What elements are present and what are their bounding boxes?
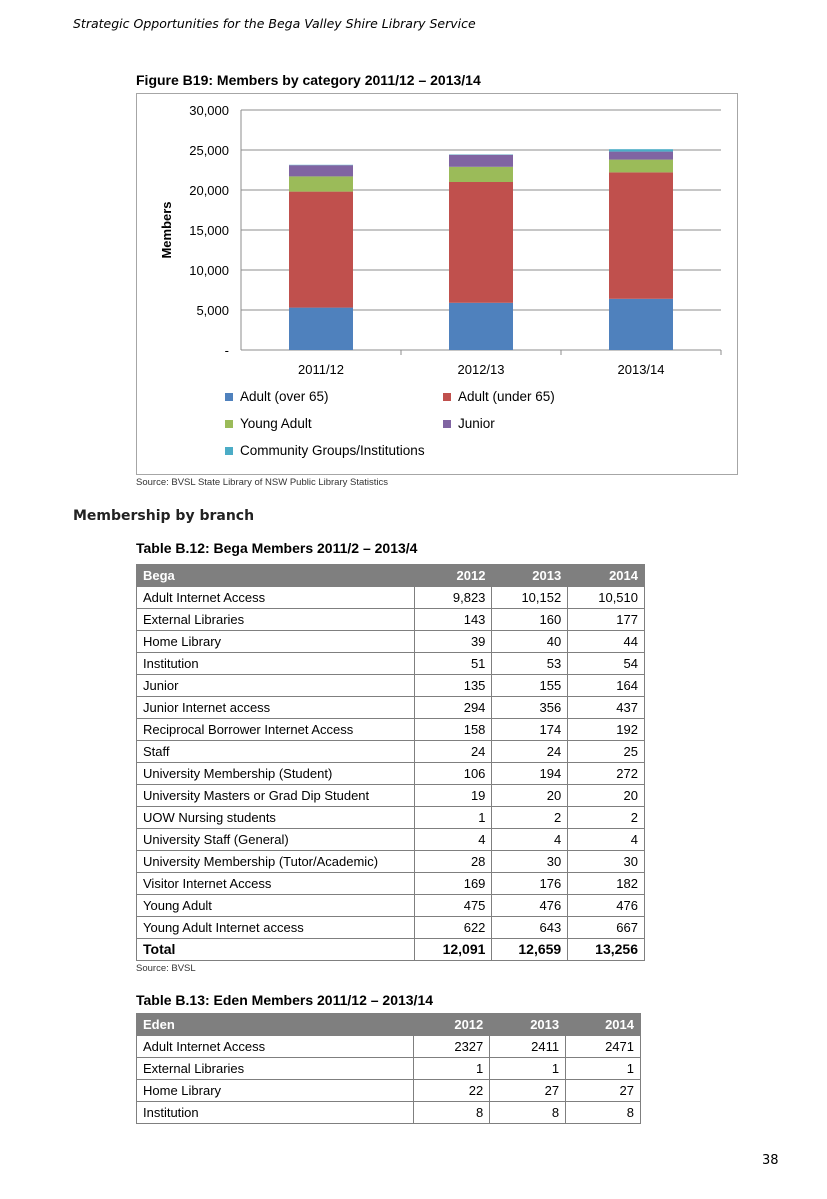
row-label: UOW Nursing students — [137, 807, 415, 829]
row-label: Home Library — [137, 1080, 414, 1102]
table-row — [137, 763, 645, 785]
cell-value: 10,152 — [492, 587, 568, 609]
cell-value: 22 — [414, 1080, 490, 1102]
row-label: Staff — [137, 741, 415, 763]
cell-value: 20 — [568, 785, 645, 807]
row-label: Young Adult Internet access — [137, 917, 415, 939]
cell-value: 4 — [414, 829, 492, 851]
table-row — [137, 917, 645, 939]
row-label: Junior — [137, 675, 415, 697]
cell-value: 2327 — [414, 1036, 490, 1058]
legend-swatch-adult-under-65 — [443, 393, 451, 401]
cell-value: 194 — [492, 763, 568, 785]
bar-segment-adult-under-65 — [289, 192, 353, 308]
total-value: 12,659 — [492, 939, 568, 961]
cell-value: 9,823 — [414, 587, 492, 609]
y-tick-label: 30,000 — [189, 103, 229, 118]
cell-value: 8 — [490, 1102, 566, 1124]
bar-segment-adult-over-65 — [449, 303, 513, 350]
y-tick-label: 15,000 — [189, 223, 229, 238]
cell-value: 8 — [566, 1102, 641, 1124]
cell-value: 10,510 — [568, 587, 645, 609]
cell-value: 25 — [568, 741, 645, 763]
section-heading: Membership by branch — [73, 508, 255, 524]
column-header-2014: 2014 — [566, 1014, 641, 1036]
bar-segment-junior — [449, 155, 513, 167]
cell-value: 174 — [492, 719, 568, 741]
chart-canvas — [137, 94, 737, 474]
cell-value: 176 — [492, 873, 568, 895]
row-label: Adult Internet Access — [137, 587, 415, 609]
row-label: Visitor Internet Access — [137, 873, 415, 895]
row-label: University Masters or Grad Dip Student — [137, 785, 415, 807]
row-label: Junior Internet access — [137, 697, 415, 719]
cell-value: 40 — [492, 631, 568, 653]
column-header-2013: 2013 — [492, 565, 568, 587]
cell-value: 475 — [414, 895, 492, 917]
cell-value: 27 — [490, 1080, 566, 1102]
cell-value: 356 — [492, 697, 568, 719]
cell-value: 51 — [414, 653, 492, 675]
members-chart — [136, 93, 738, 475]
row-label: External Libraries — [137, 1058, 414, 1080]
row-label: Adult Internet Access — [137, 1036, 414, 1058]
row-label: External Libraries — [137, 609, 415, 631]
cell-value: 19 — [414, 785, 492, 807]
legend-label: Community Groups/Institutions — [240, 443, 425, 458]
cell-value: 53 — [492, 653, 568, 675]
column-header-branch: Eden — [137, 1014, 414, 1036]
column-header-branch: Bega — [137, 565, 415, 587]
table-row — [137, 785, 645, 807]
cell-value: 164 — [568, 675, 645, 697]
cell-value: 44 — [568, 631, 645, 653]
bar-segment-junior — [289, 165, 353, 176]
cell-value: 192 — [568, 719, 645, 741]
bar-segment-young-adult — [289, 176, 353, 191]
table-row — [137, 1102, 641, 1124]
total-row — [137, 939, 645, 961]
row-label: University Staff (General) — [137, 829, 415, 851]
table-row — [137, 675, 645, 697]
row-label: Institution — [137, 653, 415, 675]
table-row — [137, 1058, 641, 1080]
table-row — [137, 741, 645, 763]
cell-value: 24 — [414, 741, 492, 763]
cell-value: 24 — [492, 741, 568, 763]
table-row — [137, 807, 645, 829]
cell-value: 30 — [492, 851, 568, 873]
legend-label: Junior — [458, 416, 495, 431]
cell-value: 177 — [568, 609, 645, 631]
cell-value: 1 — [414, 1058, 490, 1080]
x-tick-label: 2011/12 — [297, 362, 345, 377]
cell-value: 169 — [414, 873, 492, 895]
table-header-row — [137, 565, 645, 587]
x-tick-label: 2013/14 — [617, 362, 665, 377]
figure-title: Figure B19: Members by category 2011/12 – 2013/14 — [136, 72, 481, 88]
cell-value: 158 — [414, 719, 492, 741]
row-label: University Membership (Tutor/Academic) — [137, 851, 415, 873]
cell-value: 155 — [492, 675, 568, 697]
table-row — [137, 631, 645, 653]
cell-value: 1 — [566, 1058, 641, 1080]
row-label: Young Adult — [137, 895, 415, 917]
eden-members-table — [136, 1013, 641, 1124]
table-row — [137, 873, 645, 895]
table-row — [137, 587, 645, 609]
total-value: 13,256 — [568, 939, 645, 961]
x-tick-label: 2012/13 — [457, 362, 505, 377]
legend-label: Adult (under 65) — [458, 389, 555, 404]
eden-table-title: Table B.13: Eden Members 2011/12 – 2013/14 — [136, 992, 434, 1008]
bar-segment-adult-over-65 — [289, 308, 353, 350]
column-header-2013: 2013 — [490, 1014, 566, 1036]
column-header-2014: 2014 — [568, 565, 645, 587]
cell-value: 143 — [414, 609, 492, 631]
bar-segment-adult-over-65 — [609, 299, 673, 350]
table-header-row — [137, 1014, 641, 1036]
table-row — [137, 895, 645, 917]
cell-value: 622 — [414, 917, 492, 939]
cell-value: 182 — [568, 873, 645, 895]
table-row — [137, 851, 645, 873]
bar-segment-community-groups-institutions — [609, 149, 673, 151]
table-row — [137, 697, 645, 719]
cell-value: 437 — [568, 697, 645, 719]
table-row — [137, 1080, 641, 1102]
legend-swatch-community-groups-institutions — [225, 447, 233, 455]
y-tick-label: 25,000 — [189, 143, 229, 158]
table-row — [137, 1036, 641, 1058]
cell-value: 54 — [568, 653, 645, 675]
cell-value: 39 — [414, 631, 492, 653]
cell-value: 135 — [414, 675, 492, 697]
cell-value: 476 — [568, 895, 645, 917]
cell-value: 1 — [490, 1058, 566, 1080]
bar-segment-adult-under-65 — [609, 172, 673, 298]
cell-value: 4 — [492, 829, 568, 851]
cell-value: 27 — [566, 1080, 641, 1102]
cell-value: 160 — [492, 609, 568, 631]
legend-label: Young Adult — [240, 416, 312, 431]
bega-members-table — [136, 564, 645, 961]
cell-value: 1 — [414, 807, 492, 829]
bega-table-source: Source: BVSL — [136, 963, 196, 974]
cell-value: 476 — [492, 895, 568, 917]
total-value: 12,091 — [414, 939, 492, 961]
y-tick-label: - — [224, 343, 229, 358]
y-tick-label: 10,000 — [189, 263, 229, 278]
cell-value: 28 — [414, 851, 492, 873]
bar-segment-young-adult — [449, 167, 513, 182]
row-label: University Membership (Student) — [137, 763, 415, 785]
table-row — [137, 719, 645, 741]
legend-swatch-junior — [443, 420, 451, 428]
figure-source: Source: BVSL State Library of NSW Public Library Statistics — [136, 477, 389, 488]
cell-value: 2411 — [490, 1036, 566, 1058]
total-label: Total — [137, 939, 415, 961]
cell-value: 643 — [492, 917, 568, 939]
cell-value: 294 — [414, 697, 492, 719]
table-row — [137, 653, 645, 675]
table-row — [137, 609, 645, 631]
cell-value: 272 — [568, 763, 645, 785]
page-number: 38 — [762, 1153, 779, 1168]
column-header-2012: 2012 — [414, 1014, 490, 1036]
y-tick-label: 20,000 — [189, 183, 229, 198]
row-label: Reciprocal Borrower Internet Access — [137, 719, 415, 741]
cell-value: 667 — [568, 917, 645, 939]
y-tick-label: 5,000 — [196, 303, 229, 318]
row-label: Institution — [137, 1102, 414, 1124]
cell-value: 2 — [492, 807, 568, 829]
cell-value: 4 — [568, 829, 645, 851]
running-header: Strategic Opportunities for the Bega Valley Shire Library Service — [73, 16, 476, 31]
cell-value: 2471 — [566, 1036, 641, 1058]
bega-table-title: Table B.12: Bega Members 2011/2 – 2013/4 — [136, 540, 418, 556]
bar-segment-young-adult — [609, 160, 673, 173]
cell-value: 30 — [568, 851, 645, 873]
y-axis-title: Members — [159, 201, 174, 259]
cell-value: 20 — [492, 785, 568, 807]
legend-swatch-adult-over-65 — [225, 393, 233, 401]
row-label: Home Library — [137, 631, 415, 653]
column-header-2012: 2012 — [414, 565, 492, 587]
bar-segment-adult-under-65 — [449, 182, 513, 303]
table-row — [137, 829, 645, 851]
cell-value: 2 — [568, 807, 645, 829]
cell-value: 8 — [414, 1102, 490, 1124]
legend-swatch-young-adult — [225, 420, 233, 428]
bar-segment-junior — [609, 152, 673, 160]
cell-value: 106 — [414, 763, 492, 785]
legend-label: Adult (over 65) — [240, 389, 329, 404]
